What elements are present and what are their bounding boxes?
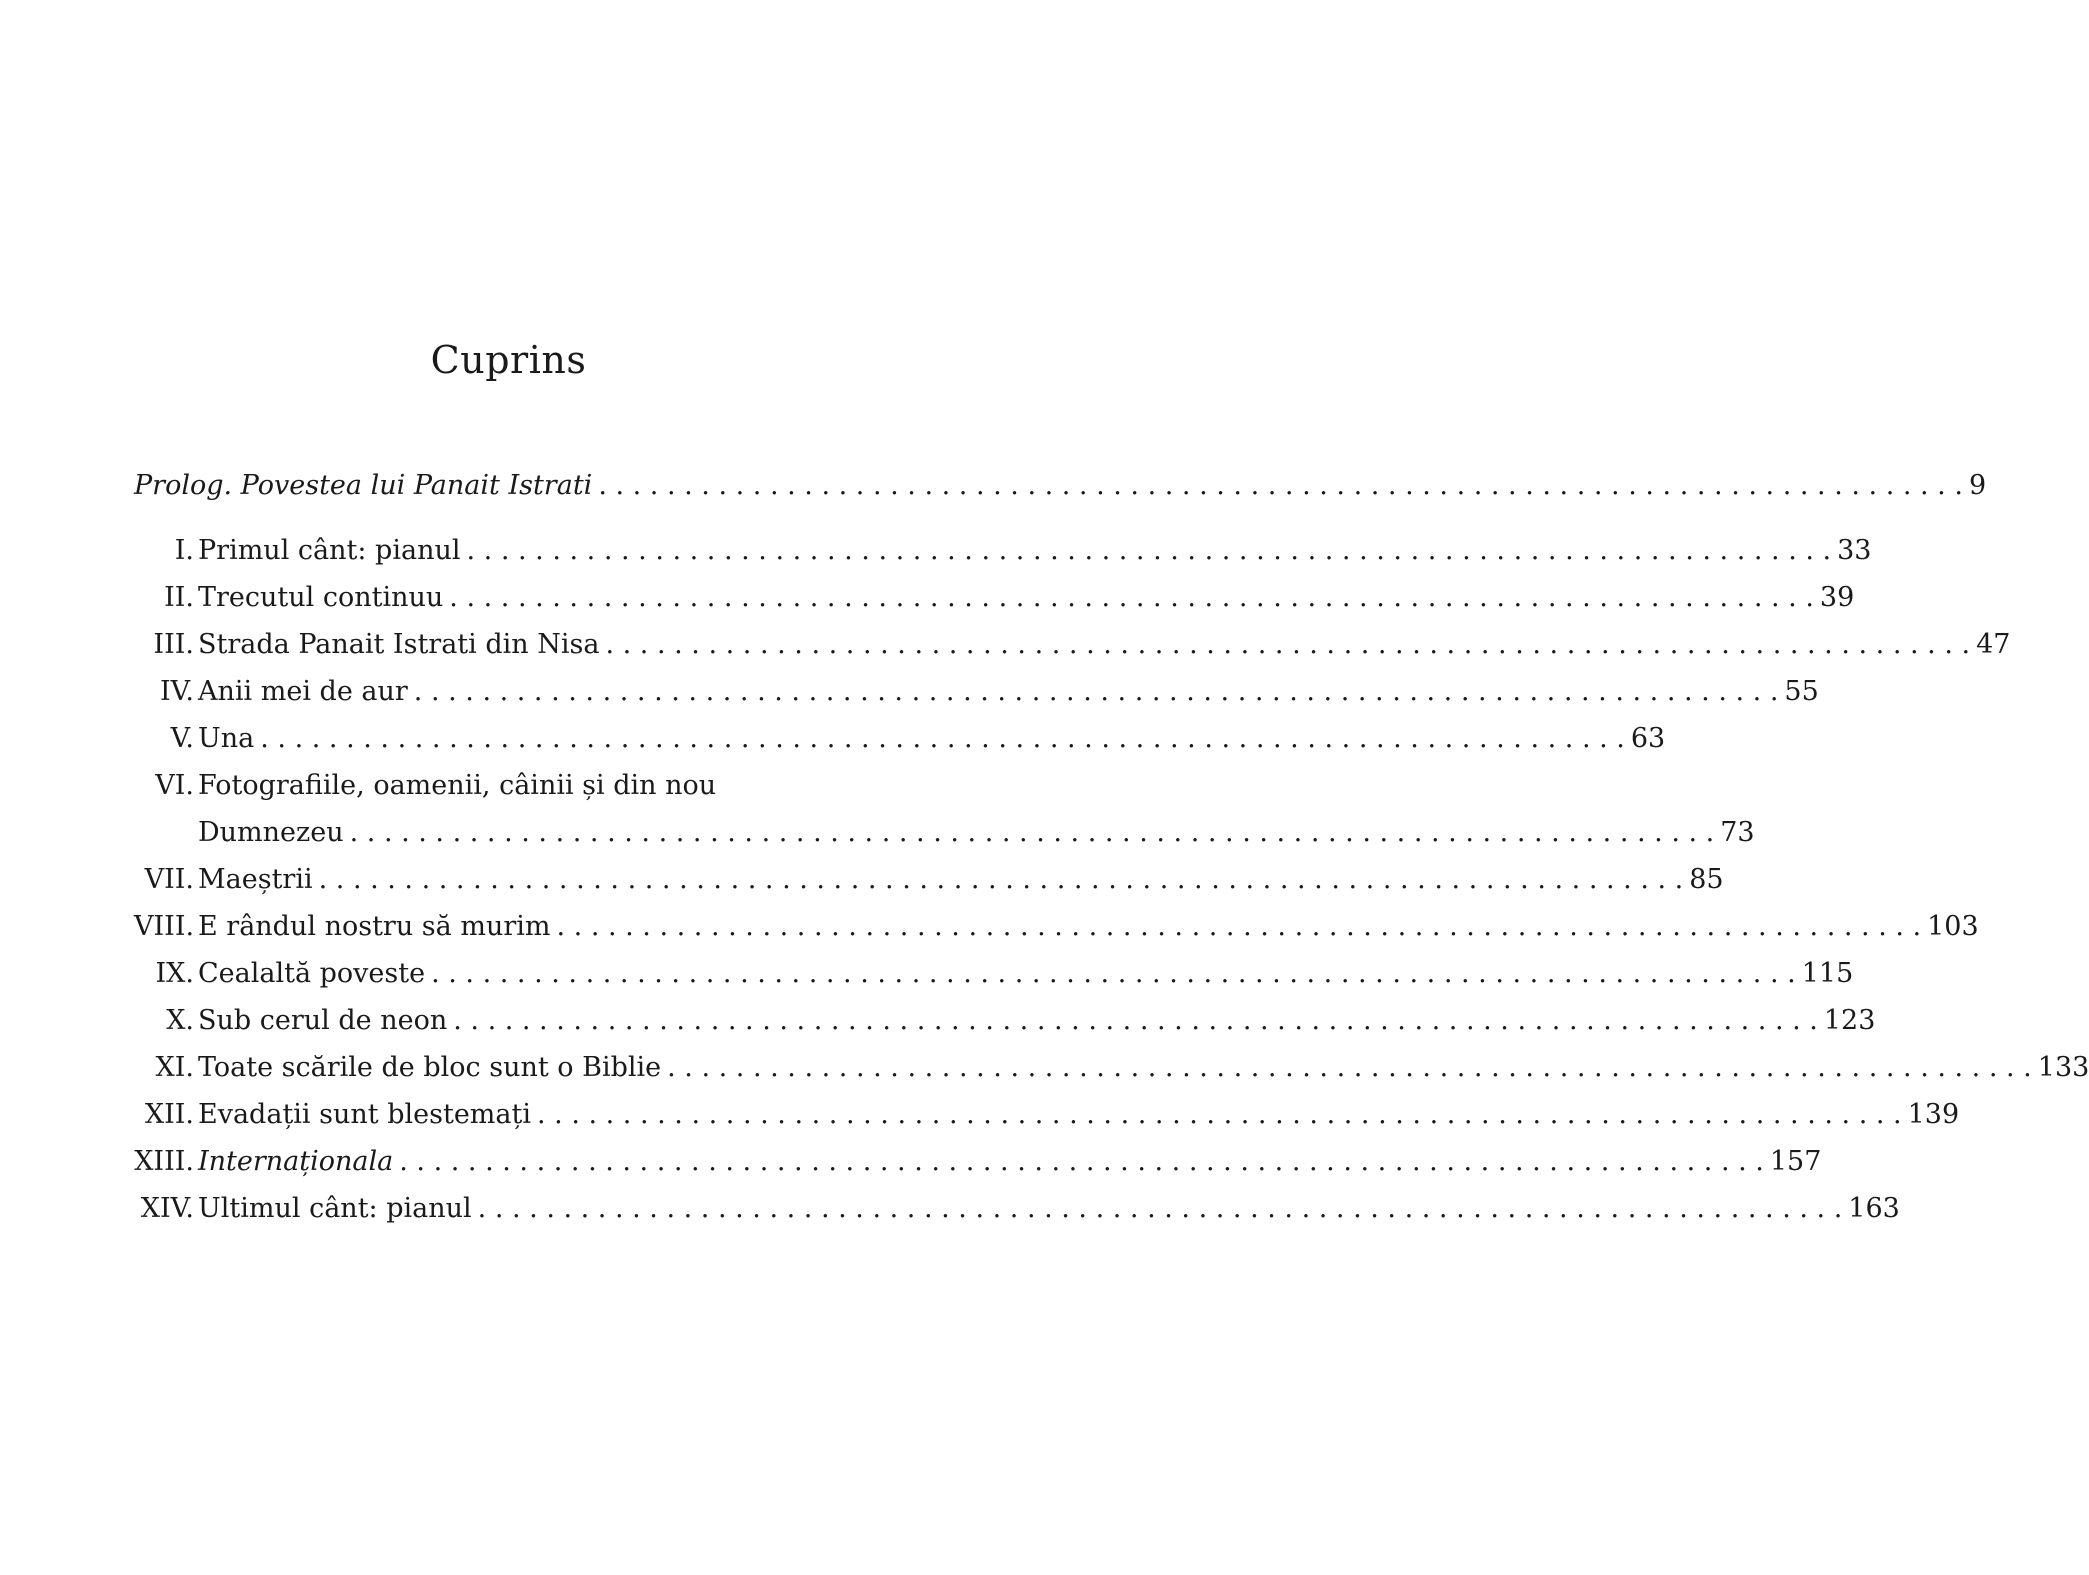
- table-of-contents: [134, 462, 2089, 1232]
- toc-entry-body: [198, 1044, 2089, 1091]
- toc-entry-title: Evadații sunt blestemați: [198, 1099, 531, 1130]
- chapter-number: XIII.: [134, 1146, 194, 1177]
- toc-entry-title: Anii mei de aur: [198, 676, 408, 707]
- chapter-number: V.: [170, 723, 194, 754]
- toc-entry-chapter-2: [134, 574, 1855, 621]
- toc-entry-body: [198, 903, 1979, 950]
- toc-entry-chapter-1: [134, 527, 1872, 574]
- toc-page-number: 103: [1927, 911, 1979, 942]
- dot-leader: [350, 809, 1715, 856]
- toc-entry-title: Primul cânt: pianul: [198, 535, 461, 566]
- toc-entry-chapter-8: [134, 903, 1979, 950]
- toc-entry-body: [198, 856, 1724, 903]
- dot-leader: [598, 462, 1963, 509]
- dot-leader: [556, 903, 1921, 950]
- dot-leader: [453, 997, 1818, 1044]
- dot-leader: [537, 1091, 1902, 1138]
- toc-page-number: 55: [1784, 676, 1819, 707]
- toc-entry-chapter-10: [134, 997, 1876, 1044]
- toc-page-number: 73: [1720, 817, 1755, 848]
- toc-entry-chapter-9: [134, 950, 1854, 997]
- dot-leader: [399, 1138, 1764, 1185]
- dot-leader: [260, 715, 1625, 762]
- toc-entry-chapter-7: [134, 856, 1724, 903]
- toc-entry-title: Toate scările de bloc sunt o Biblie: [198, 1052, 662, 1083]
- toc-page-number: 63: [1630, 723, 1666, 754]
- chapter-number: VIII.: [134, 911, 195, 942]
- dot-leader: [667, 1044, 2032, 1091]
- dot-leader: [449, 574, 1814, 621]
- chapter-number: X.: [166, 1005, 194, 1036]
- chapter-number: IV.: [159, 676, 194, 707]
- toc-entry-title: E rândul nostru să murim: [198, 911, 551, 942]
- dot-leader: [431, 950, 1796, 997]
- toc-entry-title: Internaționala: [198, 1146, 394, 1177]
- dot-leader: [478, 1185, 1843, 1232]
- toc-entry-chapter-11: [134, 1044, 2089, 1091]
- toc-entry-title: Strada Panait Istrati din Nisa: [198, 629, 600, 660]
- toc-entry-chapter-13: [134, 1138, 1822, 1185]
- toc-page-number: 157: [1769, 1146, 1822, 1177]
- toc-entry-first-line: [134, 762, 884, 809]
- page-title: Cuprins: [430, 338, 587, 382]
- toc-page-number: 39: [1819, 582, 1855, 613]
- toc-page-number: 163: [1848, 1193, 1900, 1224]
- toc-entry-body: [198, 1091, 1960, 1138]
- chapter-number: XII.: [144, 1099, 194, 1130]
- toc-entry-title-continued: Dumnezeu: [198, 817, 344, 848]
- toc-entry-title: Fotografiile, oamenii, câinii și din nou: [198, 770, 717, 801]
- toc-entry-body: [134, 462, 1987, 509]
- toc-entry-second-line: [134, 809, 1755, 856]
- dot-leader: [605, 621, 1970, 668]
- toc-entry-title: Maeștrii: [198, 864, 313, 895]
- toc-page-number: 9: [1968, 470, 1987, 501]
- toc-entry-body: [198, 715, 1666, 762]
- chapter-number: II.: [164, 582, 194, 613]
- chapter-number: VII.: [144, 864, 194, 895]
- toc-entry-body: [198, 997, 1876, 1044]
- toc-entry-title: Una: [198, 723, 255, 754]
- chapter-number: IX.: [155, 958, 194, 989]
- toc-entry-chapter-12: [134, 1091, 1960, 1138]
- toc-entry-chapter-14: [134, 1185, 1900, 1232]
- toc-entry-body: [198, 668, 1819, 715]
- toc-entry-title: Cealaltă poveste: [198, 958, 426, 989]
- toc-entry-title: Trecutul continuu: [198, 582, 444, 613]
- toc-entry-body: [198, 1185, 1900, 1232]
- toc-entry-body: [198, 621, 2011, 668]
- dot-leader: [319, 856, 1684, 903]
- toc-page-number: 123: [1823, 1005, 1876, 1036]
- toc-entry-title: Prolog. Povestea lui Panait Istrati: [134, 470, 593, 501]
- toc-entry-title: Ultimul cânt: pianul: [198, 1193, 472, 1224]
- toc-page-number: 85: [1689, 864, 1724, 895]
- toc-entry-body: [198, 574, 1855, 621]
- toc-entry-chapter-3: [134, 621, 2011, 668]
- chapter-number: I.: [174, 535, 194, 566]
- chapter-number: XI.: [155, 1052, 194, 1083]
- toc-entry-chapter-6: [134, 762, 1755, 856]
- toc-entry-body: [198, 950, 1854, 997]
- toc-entry-chapter-4: [134, 668, 1819, 715]
- toc-page-number: 133: [2037, 1052, 2089, 1083]
- toc-page-number: 47: [1976, 629, 2011, 660]
- dot-leader: [467, 527, 1832, 574]
- chapter-number: III.: [153, 629, 194, 660]
- toc-page-number: 139: [1907, 1099, 1960, 1130]
- toc-entry-prolog: [134, 462, 1987, 509]
- chapter-number: XIV.: [140, 1193, 194, 1224]
- toc-entry-title: Sub cerul de neon: [198, 1005, 448, 1036]
- chapter-number: VI.: [155, 770, 194, 801]
- toc-page-number: 115: [1801, 958, 1854, 989]
- toc-page-number: 33: [1837, 535, 1872, 566]
- toc-entry-chapter-5: [134, 715, 1666, 762]
- toc-entry-body: [198, 1138, 1822, 1185]
- toc-entry-body: [198, 527, 1872, 574]
- dot-leader: [414, 668, 1779, 715]
